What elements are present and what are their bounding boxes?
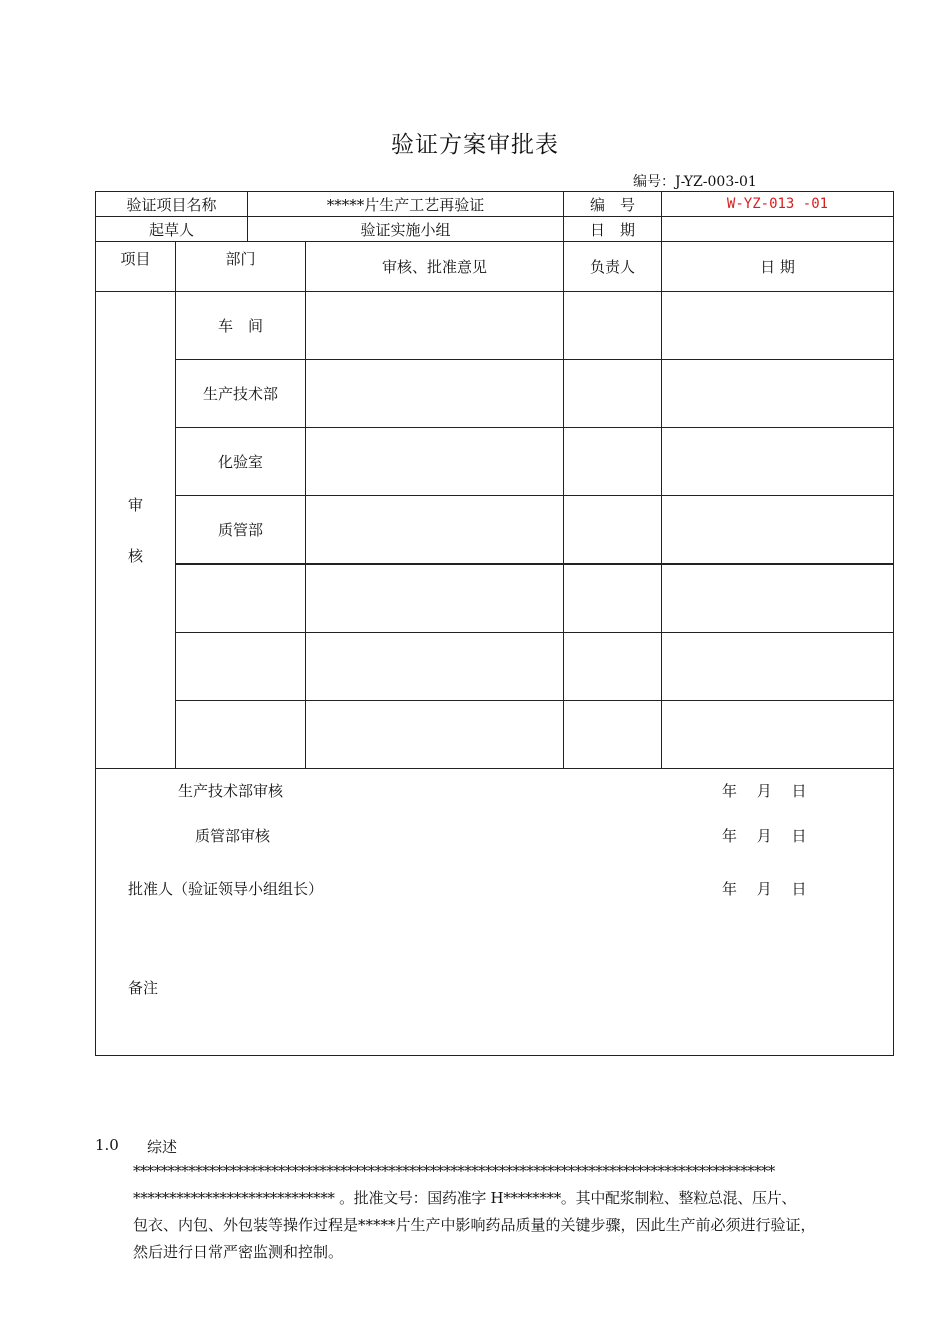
col-item: 项目 [95, 241, 176, 292]
review-label-2: 核 [127, 547, 143, 565]
opinion-cell [305, 359, 564, 428]
approver-label: 批准人（验证领导小组组长） [128, 880, 324, 898]
body-line: **************************** 。批准文号：国药准字 H********。其中配浆制粒、整粒总混、压片、 [133, 1189, 797, 1207]
date-label: 日 期 [563, 216, 662, 242]
project-name-value: *****片生产工艺再验证 [247, 191, 564, 217]
date-cell [661, 495, 894, 564]
remarks-label: 备注 [128, 979, 159, 997]
department-cell: 生产技术部 [175, 359, 306, 428]
col-department: 部门 [175, 241, 306, 292]
date-cell [661, 359, 894, 428]
number-label: 编 号 [563, 191, 662, 217]
responsible-cell [563, 495, 662, 564]
responsible-cell [563, 632, 662, 701]
drafter-label: 起草人 [95, 216, 248, 242]
responsible-cell [563, 427, 662, 496]
department-cell: 质管部 [175, 495, 306, 564]
review-label-1: 审 [127, 496, 143, 514]
approval-production-label: 生产技术部审核 [178, 782, 284, 800]
section-number: 1.0 [95, 1136, 119, 1154]
department-cell: 化验室 [175, 427, 306, 496]
col-responsible: 负责人 [563, 241, 662, 292]
opinion-cell [305, 632, 564, 701]
page-title: 验证方案审批表 [391, 132, 559, 158]
department-cell: 车 间 [175, 291, 306, 360]
department-cell [175, 632, 306, 701]
opinion-cell [305, 700, 564, 769]
col-date: 日 期 [661, 241, 894, 292]
responsible-cell [563, 291, 662, 360]
body-line: 然后进行日常严密监测和控制。 [133, 1243, 344, 1261]
approval-box [95, 768, 894, 1056]
opinion-cell [305, 564, 564, 633]
date-cell [661, 291, 894, 360]
date-cell [661, 632, 894, 701]
review-cell [95, 291, 176, 769]
date-cell [661, 700, 894, 769]
date-cell [661, 564, 894, 633]
opinion-cell [305, 495, 564, 564]
approval-production-date: 年 月 日 [722, 782, 807, 800]
document-number: 编号：J-YZ-003-01 [633, 174, 757, 190]
body-line: 包衣、内包、外包装等操作过程是*****片生产中影响药品质量的关键步骤，因此生产前必须进行验证， [133, 1216, 816, 1234]
section-body [133, 1158, 893, 1266]
project-name-label: 验证项目名称 [95, 191, 248, 217]
responsible-cell [563, 359, 662, 428]
section-heading: 综述 [147, 1138, 178, 1156]
date-value [661, 216, 894, 242]
approval-qa-date: 年 月 日 [722, 827, 807, 845]
opinion-cell [305, 291, 564, 360]
approver-date: 年 月 日 [722, 880, 807, 898]
responsible-cell [563, 564, 662, 633]
col-opinion: 审核、批准意见 [305, 241, 564, 292]
number-value: W-YZ-013 -01 [661, 191, 894, 217]
department-cell [175, 700, 306, 769]
opinion-cell [305, 427, 564, 496]
department-cell [175, 564, 306, 633]
drafter-value: 验证实施小组 [247, 216, 564, 242]
approval-qa-label: 质管部审核 [195, 827, 271, 845]
responsible-cell [563, 700, 662, 769]
body-line: ********************************************************************************************* [133, 1162, 775, 1180]
date-cell [661, 427, 894, 496]
